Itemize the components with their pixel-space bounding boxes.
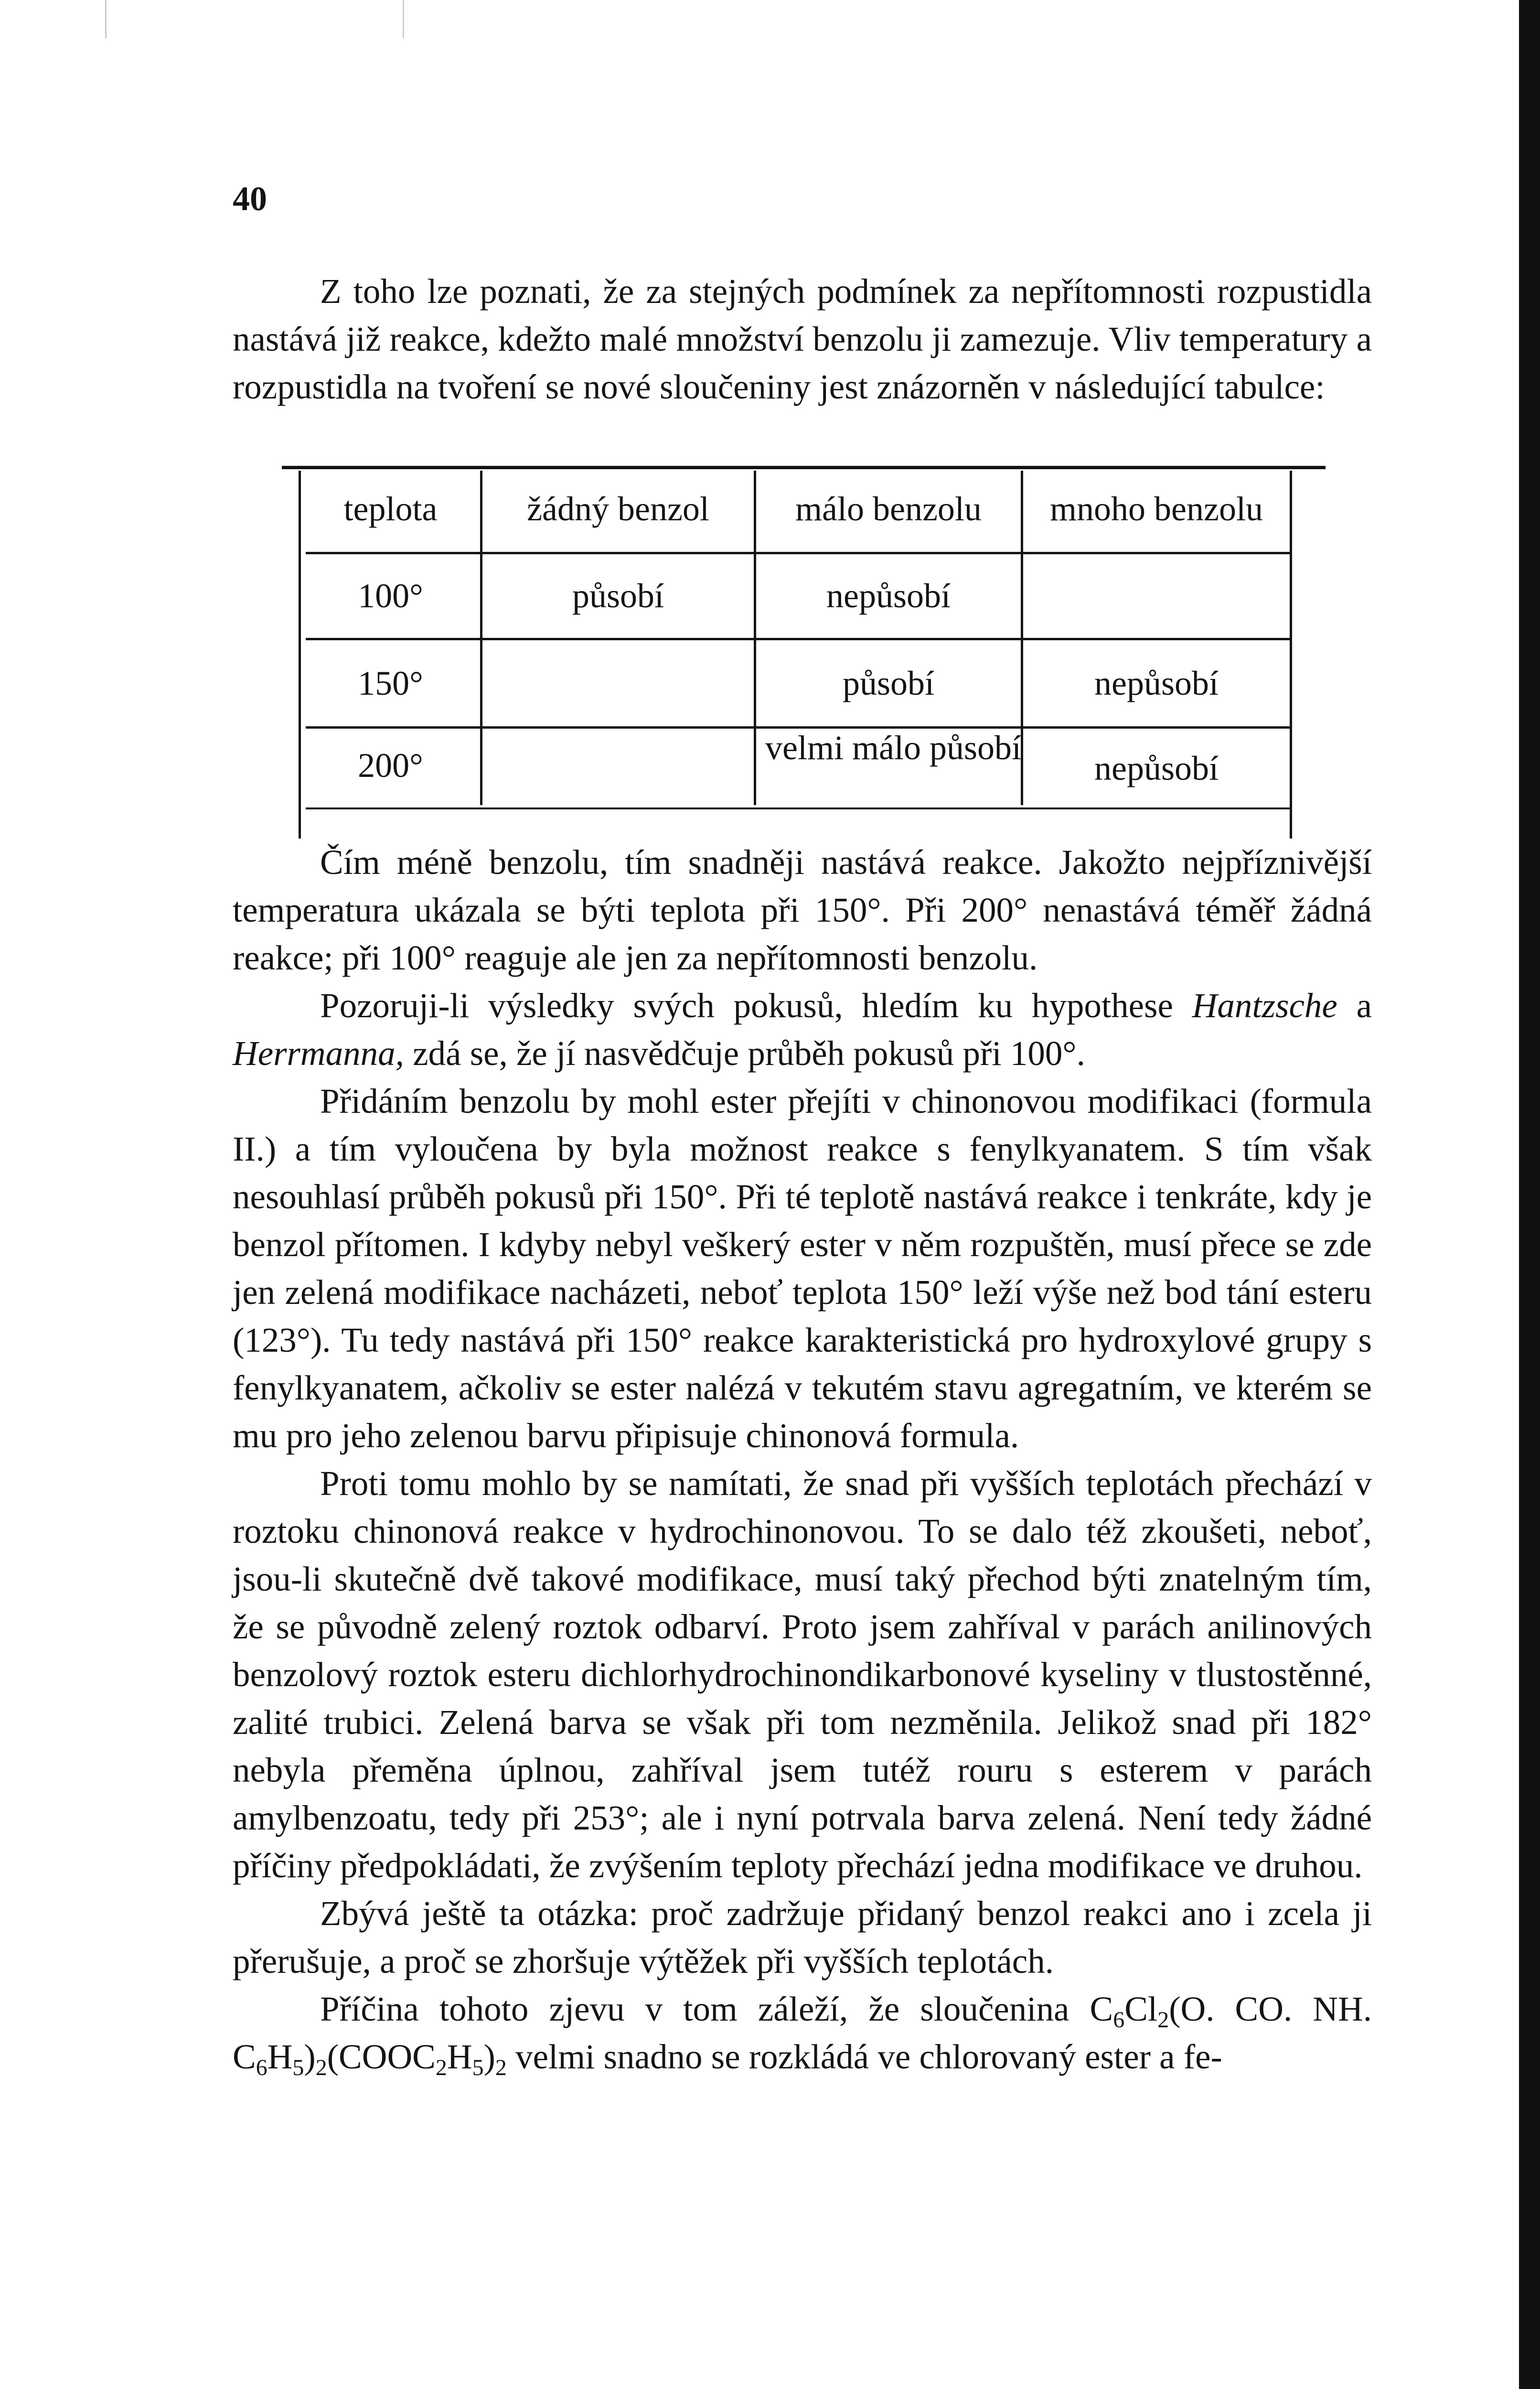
- formula-text-f: (COOC: [327, 2037, 436, 2076]
- row3-temperature: 200°: [358, 746, 423, 785]
- formula-text-c: (O. CO. NH. C: [233, 1990, 1372, 2076]
- row3-much-benzol: nepůsobí: [1094, 749, 1219, 787]
- author-herrmanna: Herrmanna,: [233, 1034, 404, 1073]
- formula-text-b: Cl: [1124, 1990, 1158, 2028]
- scan-edge-right: [1519, 0, 1540, 2389]
- header-teplota: teplota: [343, 490, 438, 528]
- paragraph-5: Zbývá ještě ta otázka: proč zadržuje přidaný benzol reakci ano i zcela ji přerušuje, a proč se zhoršuje výtěžek při vyšších teplotách.: [233, 1894, 1372, 1980]
- formula-text-a: Příčina tohoto zjevu v tom záleží, že sloučenina C: [320, 1990, 1113, 2028]
- row1-no-benzol: působí: [572, 577, 664, 615]
- intro-text: Z toho lze poznati, že za stejných podmínek za nepřítomnosti rozpustidla nastává již reakce, kdežto malé množství benzolu ji zamezuje. Vliv temperatury a rozpustidla na tvoření se nové sloučeniny jest znázorněn v následující tabulce:: [233, 272, 1372, 406]
- formula-sub-5: 2: [315, 2055, 327, 2080]
- paragraph-1: Čím méně benzolu, tím snadněji nastává reakce. Jakožto nejpříznivější temperatura ukázala se býti teplota při 150°. Při 200° nenastává téměř žádná reakce; při 100° reaguje ale jen za nepřítomnosti benzolu.: [233, 843, 1372, 977]
- body-text: [233, 839, 1372, 2081]
- paragraph-3: Přidáním benzolu by mohl ester přejíti v chinonovou modifikaci (formula II.) a tím vyloučena by byla možnost reakce s fenylkyanatem. S tím však nesouhlasí průběh pokusů při 150°. Při té teplotě nastává reakce i tenkráte, kdy je benzol přítomen. I kdyby nebyl veškerý ester v něm rozpuštěn, musí přece se zde jen zelená modifikace nacházeti, neboť teplota 150° leží výše než bod tání esteru (123°). Tu tedy nastává při 150° reakce karakteristická pro hydroxylové grupy s fenylkyanatem, ačkoliv se ester nalézá v tekutém stavu agregatním, ve kterém se mu pro jeho zelenou barvu připisuje chinonová formula.: [233, 1082, 1372, 1455]
- table-bottom-rule: [306, 807, 1290, 809]
- table-top-rule: [282, 466, 1326, 469]
- paragraph-6: [233, 1985, 1372, 2081]
- page-number: 40: [233, 180, 267, 218]
- formula-sub-6: 2: [435, 2055, 447, 2080]
- paragraph-2-text-a: Pozoruji-li výsledky svých pokusů, hledím ku hypothese: [320, 986, 1192, 1025]
- formula-text-g: H: [447, 2037, 472, 2076]
- formula-sub-4: 5: [292, 2055, 304, 2080]
- header-much-benzol: mnoho benzolu: [1050, 490, 1263, 528]
- paragraph-4: Proti tomu mohlo by se namítati, že snad při vyšších teplotách přechází v roztoku chinonová reakce v hydrochinonovou. To se dalo též zkoušeti, neboť, jsou-li skutečně dvě takové modifikace, musí taký přechod býti znatelným tím, že se původně zelený roztok odbarví. Proto jsem zahříval v parách anilinových benzolový roztok esteru dichlorhydrochinondikarbonové kyseliny v tlustostěnné, zalité trubici. Zelená barva se však při tom nezměnila. Jelikož snad při 182° nebyla přeměna úplnou, zahříval jsem tutéž rouru s esterem v parách amylbenzoatu, tedy při 253°; ale i nyní potrvala barva zelená. Není tedy žádné příčiny předpokládati, že zvýšením teploty přechází jedna modifikace ve druhou.: [233, 1464, 1372, 1885]
- row2-temperature: 150°: [358, 664, 423, 702]
- paragraph-2: [233, 982, 1372, 1077]
- row2-much-benzol: nepůsobí: [1094, 664, 1219, 702]
- paragraph-2-text-c: zdá se, že jí nasvědčuje průběh pokusů při 100°.: [404, 1034, 1085, 1073]
- row2-little-benzol: působí: [842, 664, 935, 702]
- formula-sub-2: 2: [1157, 2007, 1169, 2033]
- row1-little-benzol: nepůsobí: [826, 577, 951, 615]
- scan-artifact-top: [105, 0, 404, 38]
- header-little-benzol: málo benzolu: [795, 490, 982, 528]
- table-row1-rule: [306, 638, 1290, 640]
- author-hantzsche: Hantzsche: [1192, 986, 1337, 1025]
- table-right-border: [1290, 471, 1292, 839]
- formula-sub-3: 6: [256, 2055, 267, 2080]
- table-header-rule: [306, 552, 1290, 554]
- formula-sub-1: 6: [1113, 2007, 1125, 2033]
- formula-text-i: velmi snadno se rozkládá ve chlorovaný ester a fe-: [506, 2037, 1222, 2076]
- paragraph-2-text-b: a: [1337, 986, 1372, 1025]
- row1-temperature: 100°: [358, 577, 423, 615]
- formula-sub-7: 5: [472, 2055, 484, 2080]
- formula-text-h: ): [483, 2037, 495, 2076]
- header-no-benzol: žádný benzol: [527, 490, 709, 528]
- formula-text-e: ): [304, 2037, 316, 2076]
- intro-paragraph: [233, 268, 1372, 411]
- formula-sub-8: 2: [495, 2055, 507, 2080]
- row3-little-benzol: velmi málo působí: [765, 729, 1021, 767]
- formula-text-d: H: [267, 2037, 293, 2076]
